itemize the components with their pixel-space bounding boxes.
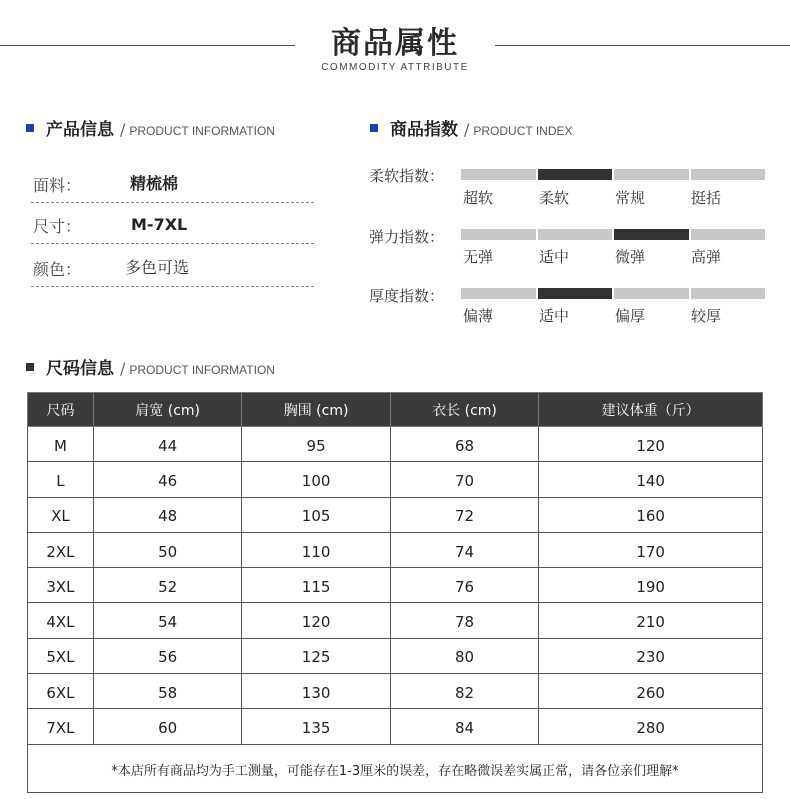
table-cell: 60 [93,709,241,744]
table-cell: 4XL [28,603,94,638]
elasticity-index-bar [461,229,765,240]
table-cell: 58 [93,674,241,709]
table-header-row [28,393,763,427]
table-cell: 46 [93,462,241,497]
info-label: 尺寸： [33,217,82,236]
square-bullet-icon [26,124,34,132]
index-option: 高弹 [691,248,722,266]
info-value: 精梳棉 [130,174,179,193]
table-cell: M [28,427,94,462]
table-cell: 5XL [28,638,94,673]
table-cell: 72 [390,497,538,532]
section-title: 商品指数 [390,120,458,140]
table-cell: 2XL [28,532,94,567]
table-cell: 82 [390,674,538,709]
index-segment [461,229,536,240]
index-option: 柔软 [539,189,570,207]
table-row [28,674,763,709]
index-option: 偏厚 [615,307,646,325]
table-cell: 280 [539,709,763,744]
index-option: 超软 [463,189,494,207]
column-header: 胸围 (cm) [242,393,390,427]
section-subtitle: PRODUCT INDEX [473,124,573,138]
size-table [27,392,763,793]
table-cell: 54 [93,603,241,638]
index-segment-selected [538,288,613,299]
thickness-index-label: 厚度指数： [369,287,445,305]
section-subtitle: PRODUCT INFORMATION [129,363,275,377]
index-option: 适中 [539,307,570,325]
table-cell: 190 [539,568,763,603]
index-option: 常规 [615,189,646,207]
product-info-heading [26,115,275,140]
index-segment [691,288,766,299]
table-cell: 115 [242,568,390,603]
table-cell: 48 [93,497,241,532]
elasticity-index-label: 弹力指数： [369,228,445,246]
column-header: 建议体重（斤） [539,393,763,427]
table-row [28,462,763,497]
table-cell: 125 [242,638,390,673]
table-cell: 78 [390,603,538,638]
table-cell: 68 [390,427,538,462]
info-row-size [31,206,314,244]
table-row [28,497,763,532]
info-value: 多色可选 [125,258,190,277]
size-info-heading [26,354,275,379]
table-cell: L [28,462,94,497]
table-row [28,568,763,603]
table-cell: 84 [390,709,538,744]
table-cell: 7XL [28,709,94,744]
index-segment [461,169,536,180]
index-option: 无弹 [463,248,494,266]
square-bullet-icon [26,363,34,371]
section-subtitle: PRODUCT INFORMATION [129,124,275,138]
thickness-index-bar [461,288,765,299]
index-segment [614,288,689,299]
index-option: 适中 [539,248,570,266]
slash-divider: / [120,359,126,378]
softness-index-bar [461,169,765,180]
table-cell: 6XL [28,674,94,709]
table-cell: 3XL [28,568,94,603]
slash-divider: / [464,120,470,139]
table-cell: XL [28,497,94,532]
index-option: 较厚 [691,307,722,325]
table-cell: 95 [242,427,390,462]
info-label: 颜色： [33,260,82,279]
column-header: 衣长 (cm) [390,393,538,427]
index-option: 挺括 [691,189,722,207]
table-row [28,427,763,462]
softness-index-label: 柔软指数： [369,167,445,185]
table-note-row [28,744,763,792]
index-segment [461,288,536,299]
table-cell: 70 [390,462,538,497]
table-cell: 80 [390,638,538,673]
table-row [28,709,763,744]
table-cell: 50 [93,532,241,567]
table-row [28,603,763,638]
index-segment [691,229,766,240]
index-segment [614,169,689,180]
table-cell: 170 [539,532,763,567]
table-cell: 76 [390,568,538,603]
table-row [28,532,763,567]
table-cell: 160 [539,497,763,532]
index-option: 微弹 [615,248,646,266]
softness-index-options [461,187,765,208]
table-cell: 130 [242,674,390,709]
index-segment-selected [538,169,613,180]
page-title: 商品属性 [331,26,459,61]
table-cell: 56 [93,638,241,673]
table-cell: 110 [242,532,390,567]
measurement-note: *本店所有商品均为手工测量，可能存在1-3厘米的误差，存在略微误差实属正常，请各位亲们理解* [28,744,763,792]
section-title: 尺码信息 [46,359,114,379]
elasticity-index-options [461,246,765,267]
info-label: 面料： [33,176,82,195]
square-bullet-icon [370,124,378,132]
table-cell: 210 [539,603,763,638]
table-cell: 120 [242,603,390,638]
table-cell: 74 [390,532,538,567]
section-title: 产品信息 [46,120,114,140]
table-cell: 44 [93,427,241,462]
thickness-index-options [461,305,765,326]
table-cell: 140 [539,462,763,497]
product-index-heading [370,115,573,140]
table-cell: 100 [242,462,390,497]
table-cell: 120 [539,427,763,462]
info-row-fabric [31,165,314,203]
index-segment [538,229,613,240]
table-cell: 230 [539,638,763,673]
table-cell: 105 [242,497,390,532]
column-header: 尺码 [28,393,94,427]
slash-divider: / [120,120,126,139]
column-header: 肩宽 (cm) [93,393,241,427]
page-subtitle: COMMODITY ATTRIBUTE [321,62,469,73]
index-segment [691,169,766,180]
table-cell: 52 [93,568,241,603]
index-option: 偏薄 [463,307,494,325]
table-cell: 135 [242,709,390,744]
index-segment-selected [614,229,689,240]
info-row-color [31,249,314,287]
table-cell: 260 [539,674,763,709]
table-row [28,638,763,673]
info-value: M-7XL [131,215,188,234]
